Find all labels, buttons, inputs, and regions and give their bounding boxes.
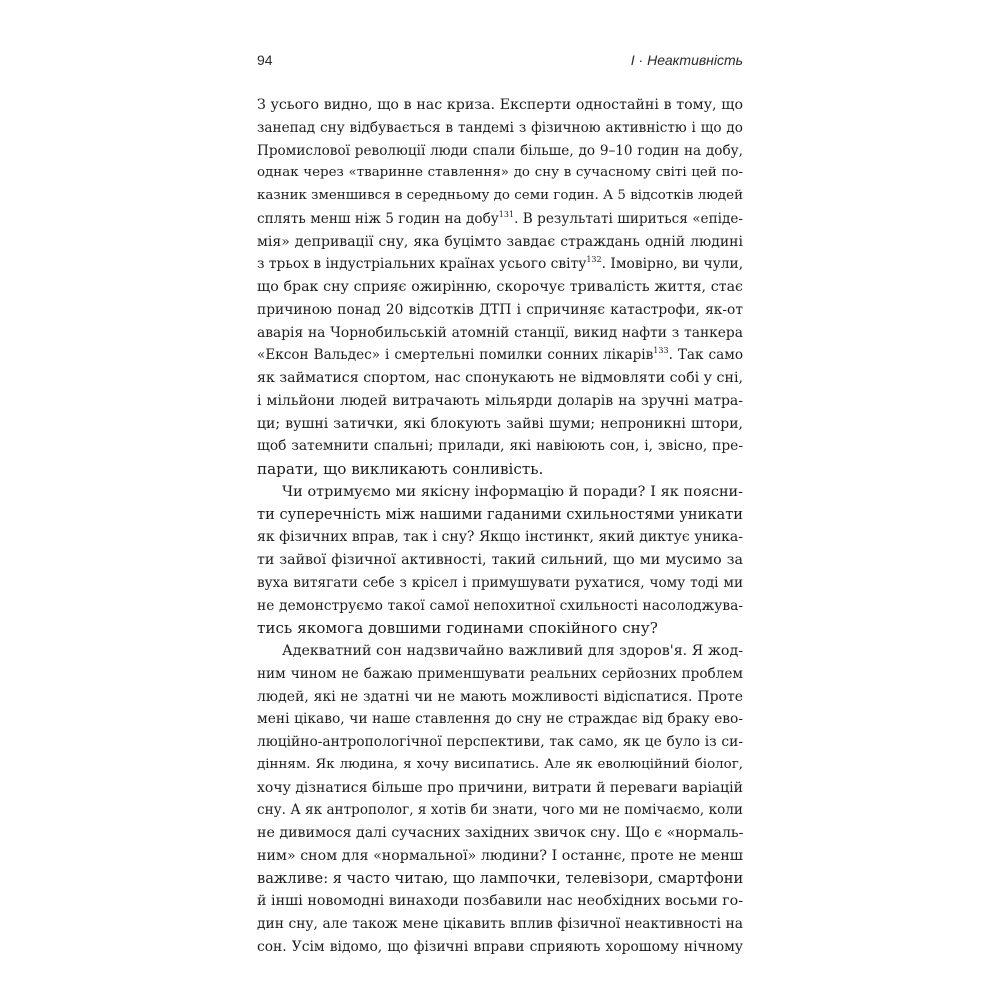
text-line <box>257 299 743 322</box>
line-text-continued: . Так само <box>668 347 743 364</box>
line-text: дин сну, але також мене цікавить вплив фізичної неактивності на <box>257 916 743 932</box>
line-text: як займатися спортом, нас спонукають не відмовляти собі у сні, <box>257 370 743 386</box>
line-text: «Ексон Вальдес» і смертельні помилки сонних лікарів <box>257 347 654 364</box>
text-line <box>257 117 743 140</box>
text-line <box>257 435 743 458</box>
line-text: люційно-антропологічної перспективи, так само, як це було із си- <box>257 734 743 750</box>
line-text: щоб затемнити спальні; прилади, які навіюють сон, і, звісно, пре- <box>257 438 743 455</box>
text-line <box>257 868 743 891</box>
text-line <box>257 504 743 527</box>
line-text: ним» сном для «нормальної» людини? І останнє, проте не менш <box>257 847 743 864</box>
text-line <box>257 481 743 504</box>
text-line <box>257 913 743 936</box>
line-text: сон. Усім відомо, що фізичні вправи сприяють хорошому нічному <box>257 938 743 955</box>
line-text: казник зменшився в середньому до семи годин. А 5 відсотків людей <box>257 188 743 203</box>
line-text: хочу дізнатися більше про причини, витрати й переваги варіацій <box>257 779 743 796</box>
book-page <box>257 52 744 955</box>
text-line <box>257 708 743 731</box>
line-text: причиною понад 20 відсотків ДТП і спричиняє катастрофи, як-от <box>257 301 743 318</box>
text-line <box>257 777 743 800</box>
line-text: і мільйони людей витрачають мільярди доларів на зручні матра- <box>257 392 743 409</box>
text-line <box>257 686 743 709</box>
line-text: тись якомога довшими годинами спокійного сну? <box>257 619 658 638</box>
line-text: ти суперечність між нашими гаданими схильностями уникати <box>257 505 743 523</box>
body-text <box>257 94 743 959</box>
line-text: занепад сну відбувається в тандемі з фізичною активністю і що до <box>257 119 743 136</box>
line-text: як фізичних вправ, так і сну? Якщо інстинкт, який диктує уника- <box>257 529 743 546</box>
line-text: важливе: я часто читаю, що лампочки, телевізори, смартфони <box>257 869 744 887</box>
line-text: ти зайвої фізичної активності, такий сильний, що ми мусимо за <box>257 552 743 568</box>
text-line <box>257 822 743 845</box>
text-line <box>257 458 743 481</box>
line-text: не дивимося далі сучасних західних звичок сну. Що є «нормаль- <box>257 825 744 841</box>
text-line <box>257 572 743 595</box>
text-line <box>257 367 743 390</box>
text-line <box>257 94 743 117</box>
line-text: дінням. Як людина, я хочу висипатись. Але як еволюційний біолог, <box>257 756 743 772</box>
text-line <box>257 390 743 413</box>
text-line <box>257 845 743 868</box>
line-text: Промислової революції люди спали більше, до 9–10 годин на добу, <box>257 142 743 159</box>
text-line <box>257 276 743 299</box>
page-number: 94 <box>257 52 273 68</box>
text-line <box>257 890 743 913</box>
text-line <box>257 663 743 686</box>
page-header <box>257 52 743 74</box>
running-title: I · Неактивність <box>630 52 743 68</box>
line-text: мія» депривації сну, яка буцімто завдає страждань одній людині <box>257 233 743 250</box>
text-line <box>257 344 743 367</box>
text-line <box>257 140 743 163</box>
line-text: ци; вушні затички, які блокують зайві шуми; непроникні штори, <box>257 415 743 432</box>
text-line <box>257 526 743 549</box>
text-line <box>257 595 743 618</box>
line-text: сну. А як антрополог, я хотів би знати, чого ми не помічаємо, коли <box>257 802 743 819</box>
line-text: не демонструємо такої самої непохитної схильності насолоджува- <box>257 597 743 614</box>
text-line <box>257 231 743 254</box>
text-line <box>257 799 743 822</box>
text-line <box>257 640 743 663</box>
text-line <box>257 731 743 754</box>
line-text: й інші новомодні винаходи позбавили нас необхідних восьми го- <box>257 893 743 910</box>
text-line <box>257 413 743 436</box>
line-text: Чи отримуємо ми якісну інформацію й поради? І як поясни- <box>282 483 743 500</box>
line-text: однак через «тваринне ставлення» до сну в сучасному світі цей по- <box>257 165 743 181</box>
footnote-reference[interactable]: 132 <box>586 255 602 265</box>
text-line <box>257 936 743 959</box>
text-line <box>257 322 743 345</box>
line-text: мені цікаво, чи наше ставлення до сну не страждає від браку ево- <box>257 711 743 728</box>
text-line <box>257 185 743 208</box>
text-line <box>257 754 743 777</box>
line-text: ним чином не бажаю применшувати реальних серйозних проблем <box>257 665 743 682</box>
text-line <box>257 549 743 572</box>
line-text: парати, що викликають сонливість. <box>257 460 544 478</box>
line-text: сплять менш ніж 5 годин на добу <box>257 210 499 227</box>
line-text: аварія на Чорнобильській атомній станції, викид нафти з танкера <box>257 324 743 341</box>
line-text: З усього видно, що в нас криза. Експерти одностайні в тому, що <box>257 97 743 113</box>
text-line <box>257 617 743 640</box>
footnote-reference[interactable]: 133 <box>653 346 669 356</box>
line-text-continued: . Імовірно, ви чули, <box>601 256 744 273</box>
text-line <box>257 162 743 185</box>
line-text: вуха витягати себе з крісел і примушувати рухатися, чому тоді ми <box>257 574 743 591</box>
line-text: з трьох в індустріальних країнах усього світу <box>257 256 587 273</box>
line-text: Адекватний сон надзвичайно важливий для здоров'я. Я жод- <box>282 643 743 659</box>
text-line <box>257 253 743 276</box>
line-text: людей, які не здатні чи не мають можливості відіспатися. Проте <box>257 688 743 705</box>
line-text-continued: . В результаті шириться «епіде- <box>514 210 744 227</box>
line-text: що брак сну сприяє ожирінню, скорочує тривалість життя, стає <box>257 279 743 295</box>
footnote-reference[interactable]: 131 <box>498 209 515 219</box>
text-line <box>257 208 743 231</box>
